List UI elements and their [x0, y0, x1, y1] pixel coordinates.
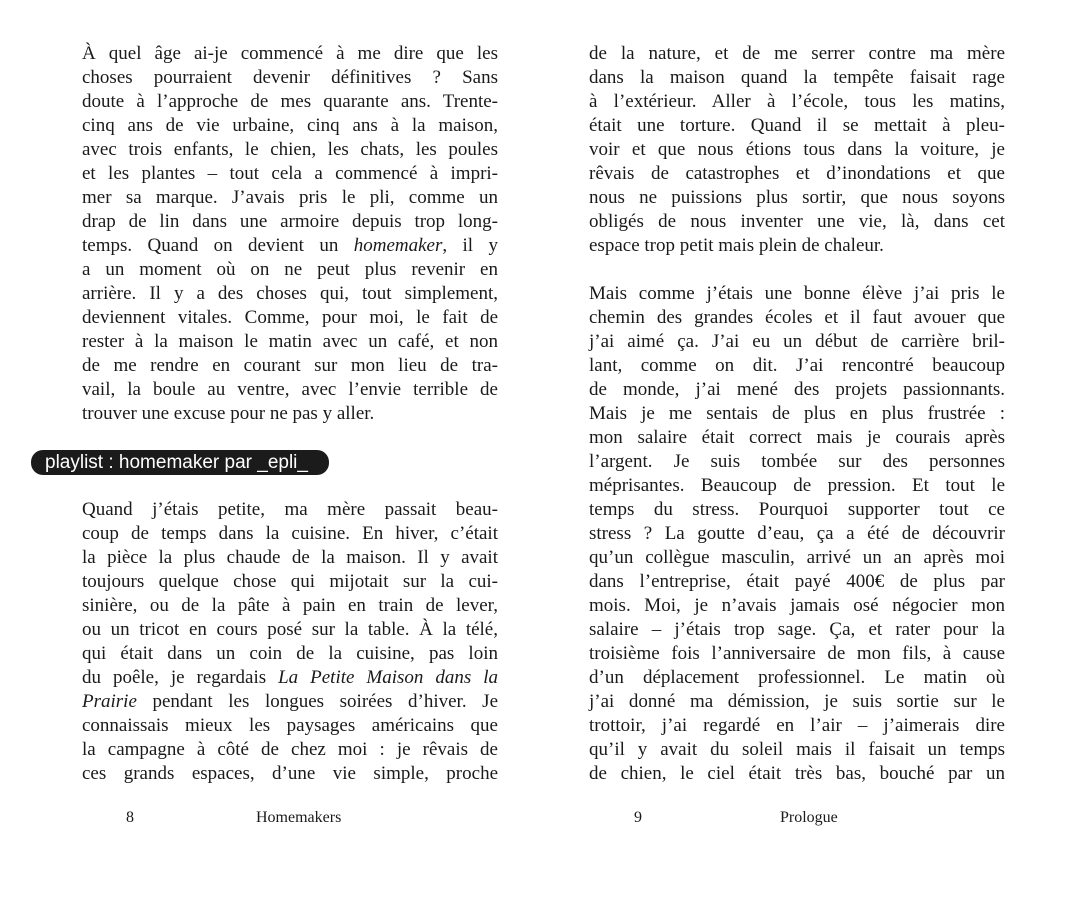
line-text: mois. Moi, je n’avais jamais osé négocier mon	[589, 595, 1005, 616]
text-line	[82, 162, 498, 186]
line-text: pendant les longues soirées d’hiver. Je	[136, 691, 498, 712]
left-paragraph-2	[82, 498, 498, 786]
line-text: cinq ans de vie urbaine, cinq ans à la maison,	[82, 115, 498, 136]
line-text: rêvais de catastrophes et d’inondations et que	[589, 163, 1005, 184]
line-text: dans la maison quand la tempête faisait rage	[589, 67, 1005, 88]
line-text: lant, comme on dit. J’ai rencontré beaucoup	[589, 355, 1005, 376]
line-text: à l’extérieur. Aller à l’école, tous les matins,	[589, 91, 1005, 112]
line-text: toujours quelque chose qui mijotait sur la cui-	[82, 571, 498, 592]
text-line	[589, 162, 1005, 186]
text-line	[82, 714, 498, 738]
line-text: de monde, j’ai mené des projets passionnants.	[589, 379, 1005, 400]
text-line	[589, 282, 1005, 306]
line-text: chemin des grandes écoles et il faut avouer que	[589, 307, 1005, 328]
right-paragraph-1	[589, 42, 1005, 258]
text-line	[589, 114, 1005, 138]
text-line	[82, 690, 498, 714]
line-text: j’ai aimé ça. J’ai eu un début de carrière bril-	[589, 331, 1005, 352]
line-text: la campagne à côté de chez moi : je rêvais de	[82, 739, 498, 760]
line-text: Mais je me sentais de plus en plus frustrée :	[589, 403, 1005, 424]
text-line	[589, 762, 1005, 786]
text-line	[82, 522, 498, 546]
line-text: mer sa marque. J’avais pris le pli, comme un	[82, 187, 498, 208]
line-text: trottoir, j’ai regardé en l’air – j’aimerais dire	[589, 715, 1005, 736]
line-text: rester à la maison le matin avec un café, et non	[82, 331, 498, 352]
line-text: espace trop petit mais plein de chaleur.	[589, 235, 884, 256]
text-line	[82, 666, 498, 690]
text-line	[82, 618, 498, 642]
text-line	[589, 90, 1005, 114]
line-text: a un moment où on ne peut plus revenir en	[82, 259, 498, 280]
right-page-number: 9	[634, 809, 642, 826]
text-line	[82, 186, 498, 210]
text-line	[82, 498, 498, 522]
line-text: doute à l’approche de mes quarante ans. Trente-	[82, 91, 498, 112]
italic-text: homemaker	[353, 235, 443, 256]
text-line	[82, 210, 498, 234]
line-text: était une torture. Quand il se mettait à pleu-	[589, 115, 1005, 136]
text-line	[589, 426, 1005, 450]
line-text: méprisantes. Beaucoup de pression. Et tout le	[589, 475, 1005, 496]
text-line	[82, 546, 498, 570]
text-line	[589, 138, 1005, 162]
line-text: temps. Quand on devient un	[82, 235, 354, 256]
text-line	[82, 642, 498, 666]
text-line	[589, 498, 1005, 522]
text-line	[589, 690, 1005, 714]
line-text: À quel âge ai-je commencé à me dire que les	[82, 43, 498, 64]
text-line	[82, 234, 498, 258]
text-line	[589, 378, 1005, 402]
line-text: nous ne puissions plus sortir, que nous soyons	[589, 187, 1005, 208]
line-text: de me rendre en courant sur mon lieu de tra-	[82, 355, 498, 376]
text-line	[589, 42, 1005, 66]
line-text: coup de temps dans la cuisine. En hiver, c’était	[82, 523, 498, 544]
line-text: ou un tricot en cours posé sur la table. À la télé,	[82, 619, 498, 640]
line-text: avec trois enfants, le chien, les chats, les poules	[82, 139, 498, 160]
text-line	[82, 258, 498, 282]
line-text: temps du stress. Pourquoi supporter tout ce	[589, 499, 1005, 520]
text-line	[589, 618, 1005, 642]
left-paragraph-1	[82, 42, 498, 426]
right-running-title: Prologue	[780, 809, 838, 826]
text-line	[82, 282, 498, 306]
line-text: Quand j’étais petite, ma mère passait beau-	[82, 499, 498, 520]
text-line	[589, 714, 1005, 738]
line-text: d’un déplacement professionnel. Le matin où	[589, 667, 1005, 688]
text-line	[589, 450, 1005, 474]
line-text: voir et que nous étions tous dans la voiture, je	[589, 139, 1005, 160]
text-line	[589, 738, 1005, 762]
line-text: du poêle, je regardais	[82, 667, 279, 688]
line-text: drap de lin dans une armoire depuis trop long-	[82, 211, 498, 232]
line-text: obligés de nous inventer une vie, là, dans cet	[589, 211, 1005, 232]
text-line	[82, 354, 498, 378]
text-line	[589, 330, 1005, 354]
text-line	[589, 402, 1005, 426]
text-line	[589, 546, 1005, 570]
line-text: qu’il y avait du soleil mais il faisait un temps	[589, 739, 1005, 760]
text-line	[589, 594, 1005, 618]
text-line	[589, 186, 1005, 210]
text-line	[82, 114, 498, 138]
line-text: arrière. Il y a des choses qui, tout simplement,	[82, 283, 498, 304]
text-line	[82, 402, 498, 426]
line-text: dans l’entreprise, était payé 400€ de plus par	[589, 571, 1005, 592]
line-text: vail, la boule au ventre, avec l’envie terrible de	[82, 379, 498, 400]
text-line	[82, 738, 498, 762]
line-text: et les plantes – tout cela a commencé à impri-	[82, 163, 498, 184]
line-text: troisième fois l’anniversaire de mon fils, à cause	[589, 643, 1005, 664]
italic-text: Prairie	[82, 691, 137, 712]
text-line	[589, 306, 1005, 330]
line-text: mon salaire était correct mais je courais après	[589, 427, 1005, 448]
left-running-title: Homemakers	[256, 809, 342, 826]
line-text: de chien, le ciel était très bas, bouché par un	[589, 763, 1005, 784]
line-text: qui était dans un coin de la cuisine, pas loin	[82, 643, 498, 664]
text-line	[589, 210, 1005, 234]
text-line	[82, 762, 498, 786]
text-line	[589, 570, 1005, 594]
line-text: stress ? La goutte d’eau, ça a été de découvrir	[589, 523, 1005, 544]
right-paragraph-2	[589, 282, 1005, 786]
text-line	[82, 378, 498, 402]
line-text: qu’un collègue masculin, arrivé un an après moi	[589, 547, 1005, 568]
line-text: la pièce la plus chaude de la maison. Il y avait	[82, 547, 498, 568]
line-text: de la nature, et de me serrer contre ma mère	[589, 43, 1005, 64]
line-text: trouver une excuse pour ne pas y aller.	[82, 403, 375, 424]
line-text: ces grands espaces, d’une vie simple, proche	[82, 763, 498, 784]
text-line	[82, 90, 498, 114]
line-text: choses pourraient devenir définitives ? Sans	[82, 67, 498, 88]
text-line	[589, 666, 1005, 690]
text-line	[82, 306, 498, 330]
text-line	[82, 330, 498, 354]
text-line	[82, 42, 498, 66]
line-text: l’argent. Je suis tombée sur des personnes	[589, 451, 1005, 472]
line-text: salaire – j’étais trop sage. Ça, et rater pour la	[589, 619, 1005, 640]
text-line	[589, 354, 1005, 378]
playlist-badge: playlist : homemaker par _epli_	[31, 450, 329, 475]
line-text: j’ai donné ma démission, je suis sortie sur le	[589, 691, 1005, 712]
line-text: , il y	[442, 235, 498, 256]
text-line	[589, 66, 1005, 90]
text-line	[82, 594, 498, 618]
text-line	[589, 522, 1005, 546]
text-line	[589, 234, 1005, 258]
line-text: connaissais mieux les paysages américains que	[82, 715, 498, 736]
left-page-number: 8	[126, 809, 134, 826]
text-line	[82, 138, 498, 162]
line-text: sinière, ou de la pâte à pain en train de lever,	[82, 595, 498, 616]
line-text: deviennent vitales. Comme, pour moi, le fait de	[82, 307, 498, 328]
text-line	[589, 474, 1005, 498]
line-text: Mais comme j’étais une bonne élève j’ai pris le	[589, 283, 1005, 304]
text-line	[82, 570, 498, 594]
text-line	[82, 66, 498, 90]
text-line	[589, 642, 1005, 666]
italic-text: La Petite Maison dans la	[278, 667, 498, 688]
